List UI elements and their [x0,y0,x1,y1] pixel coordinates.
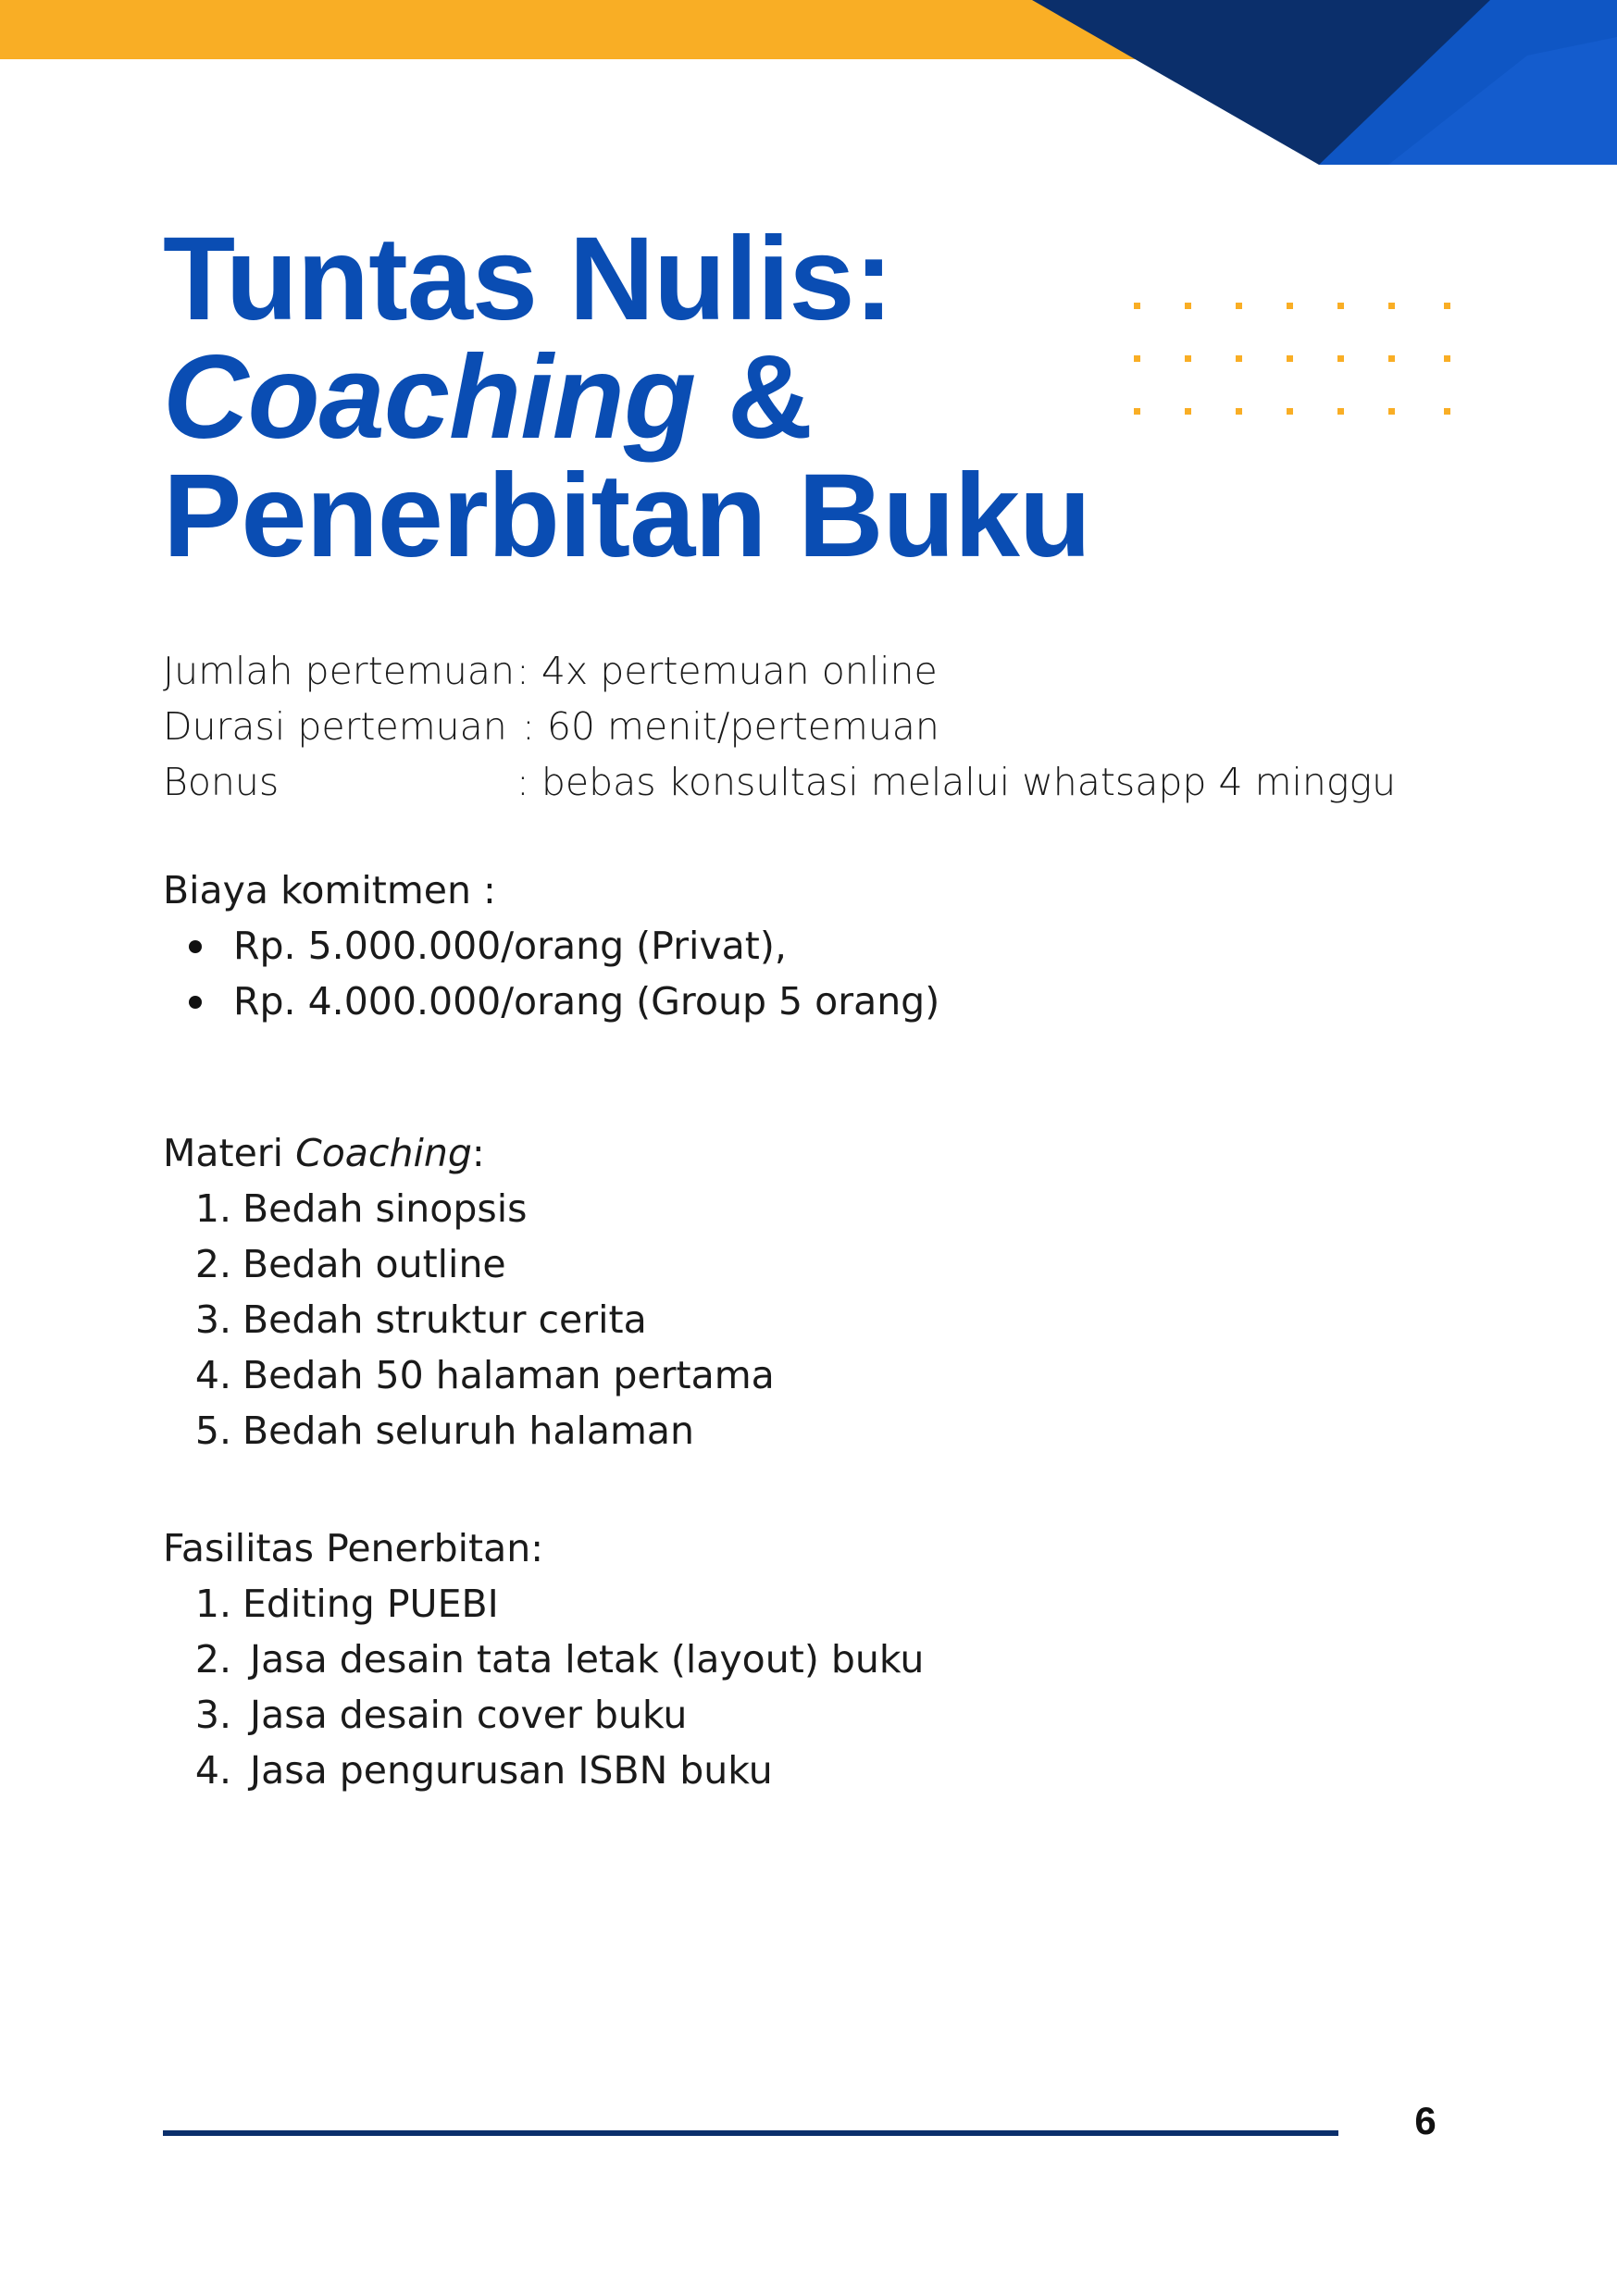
title-coaching-italic: Coaching [163,331,696,464]
item-text: Bedah 50 halaman pertama [243,1353,775,1397]
footer-divider [163,2130,1338,2136]
biaya-section [163,863,939,1029]
info-label: Bonus [163,760,280,804]
item-number: 2. [194,1242,231,1286]
info-label: Jumlah pertemuan [163,649,515,693]
item-number: 1. [194,1186,231,1231]
item-text: Editing PUEBI [243,1582,499,1626]
info-row [163,699,1396,754]
title-ampersand: & [695,331,813,464]
item-text: Jasa desain cover buku [250,1693,688,1737]
list-item [163,1743,924,1798]
list-item [163,1181,775,1236]
info-value: : 4x pertemuan online [516,649,938,693]
title-line-1: Tuntas Nulis: [163,213,893,345]
materi-heading-italic: Coaching [295,1131,472,1175]
item-text: Jasa pengurusan ISBN buku [250,1748,773,1793]
item-text: Bedah seluruh halaman [243,1409,695,1453]
list-item [163,1292,775,1347]
corner-graphic [0,0,1617,167]
list-item [163,1347,775,1403]
list-item [163,1236,775,1292]
item-text: Bedah struktur cerita [243,1297,647,1342]
list-item [163,918,939,974]
item-text: Jasa desain tata letak (layout) buku [250,1637,925,1682]
materi-heading-text: Materi [163,1131,296,1175]
materi-heading-suffix: : [471,1131,485,1175]
item-number: 3. [194,1297,231,1342]
info-value: : bebas konsultasi melalui whatsapp 4 minggu [516,760,1397,804]
item-number: 4. [194,1748,231,1793]
item-text: Bedah sinopsis [243,1186,528,1231]
title-line-3: Penerbitan Buku [163,450,1091,582]
fasilitas-section [163,1520,924,1798]
list-item [163,1403,775,1458]
info-value: : 60 menit/pertemuan [522,704,939,749]
bullet-icon [189,996,202,1009]
fasilitas-heading: Fasilitas Penerbitan: [163,1526,544,1570]
item-number: 5. [194,1409,231,1453]
fasilitas-list [163,1576,924,1798]
biaya-item: Rp. 4.000.000/orang (Group 5 orang) [233,979,940,1024]
materi-heading [163,1125,775,1181]
biaya-heading: Biaya komitmen : [163,868,496,912]
title-line-2 [163,331,1090,464]
list-item [163,1576,924,1632]
materi-list [163,1181,775,1458]
list-item [163,1687,924,1743]
item-number: 1. [194,1582,231,1626]
item-text: Bedah outline [243,1242,506,1286]
item-number: 4. [194,1353,231,1397]
biaya-list [163,918,939,1029]
info-row [163,754,1396,810]
list-item [163,974,939,1029]
page-title [163,213,1091,582]
dot-grid-decoration [1134,303,1467,423]
bullet-icon [189,940,202,953]
list-item [163,1632,924,1687]
program-info [163,643,1396,810]
info-row [163,643,1396,699]
biaya-item: Rp. 5.000.000/orang (Privat), [233,924,787,968]
item-number: 3. [194,1693,231,1737]
materi-section [163,1125,775,1458]
page-number: 6 [1414,2099,1437,2142]
item-number: 2. [194,1637,231,1682]
info-label: Durasi pertemuan [163,704,507,749]
